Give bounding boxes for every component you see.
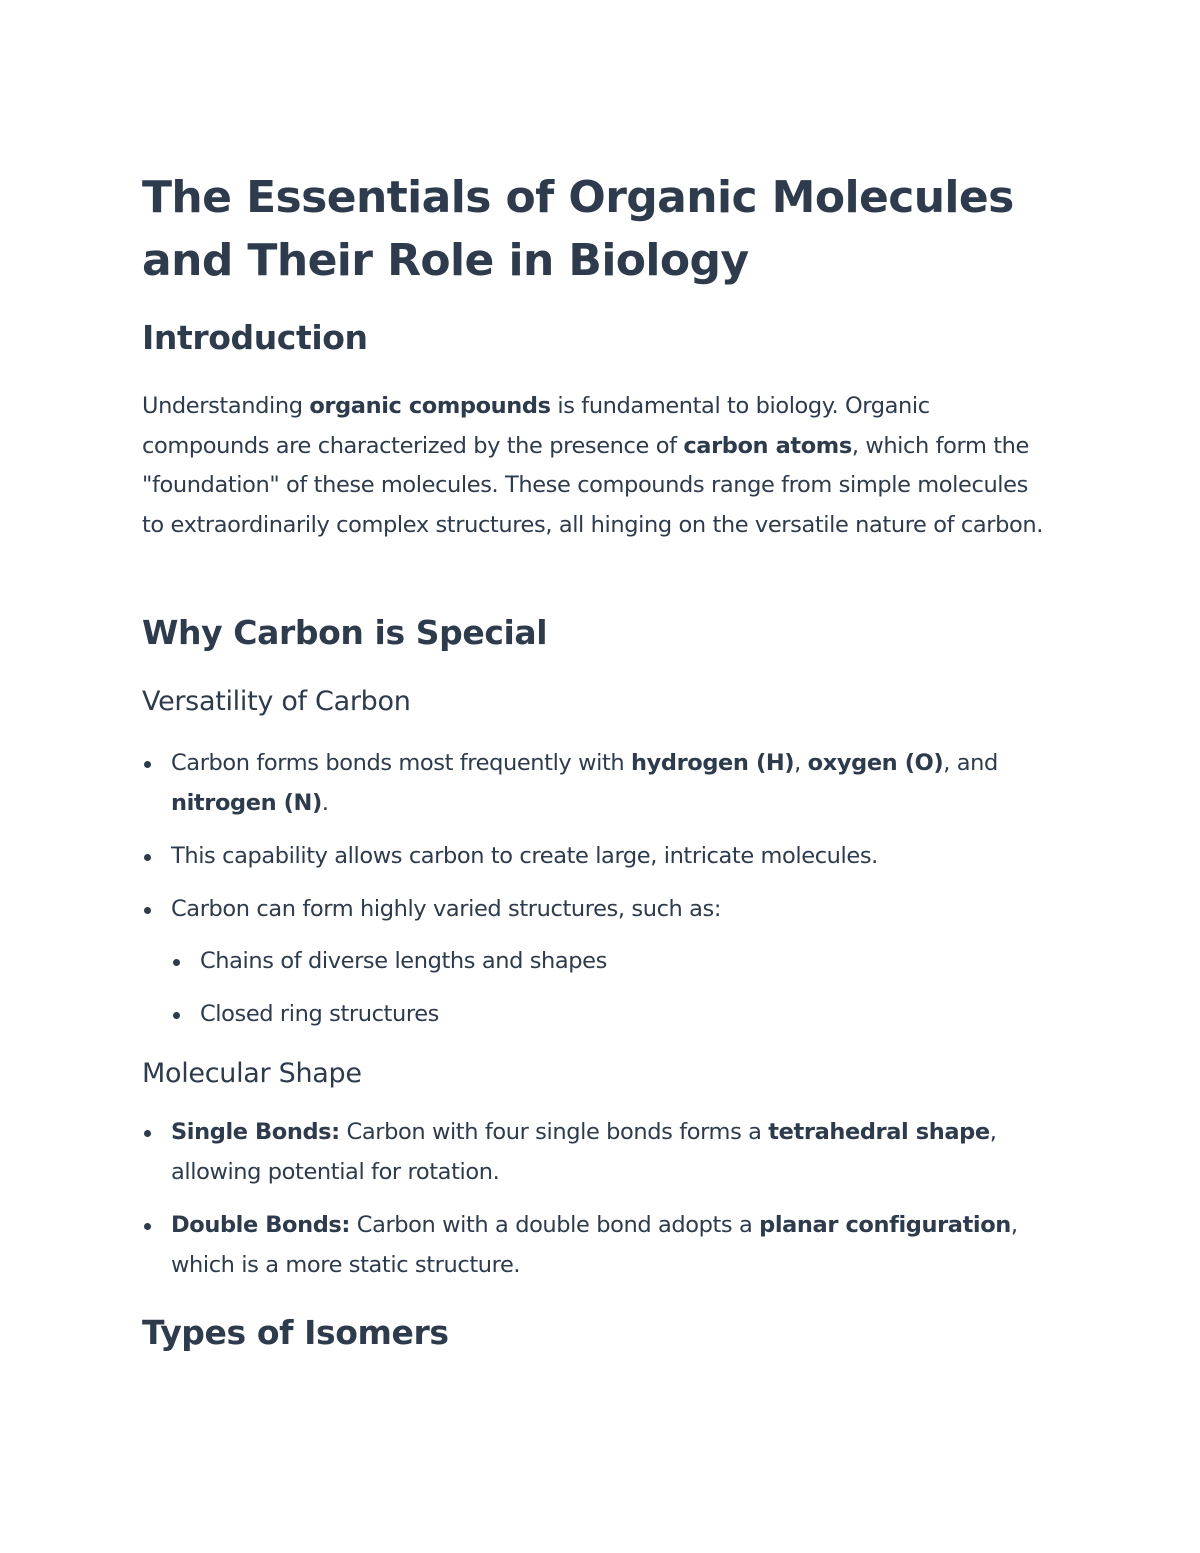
bold-term: nitrogen (N) [171,789,322,816]
text-span: , which form the "foundation" of these molecules. These compounds range from simple molecules to extraordinarily complex structures, all hinging on the versatile nature of carbon. [142,432,1043,538]
text-span: Carbon with a double bond adopts a [350,1212,760,1239]
bold-term: organic compounds [309,393,551,419]
list-item [142,890,1042,1035]
nested-list-item [171,942,1042,982]
text-span: This capability allows carbon to create large, intricate molecules. [171,843,878,870]
bold-term: tetrahedral shape [768,1119,990,1145]
list-item [142,1113,1042,1192]
shape-list [142,1113,1042,1285]
bold-term: Single Bonds: [171,1119,340,1145]
bold-term: planar configuration [759,1212,1011,1239]
text-span: Closed ring structures [200,1000,439,1027]
versatility-list [142,744,1042,1035]
bold-term: oxygen (O) [807,750,944,776]
text-span: Carbon can form highly varied structures, such as: [171,895,722,922]
text-span: . [321,789,329,816]
section-heading-why-carbon: Why Carbon is Special [142,613,548,652]
list-item [142,837,1042,877]
text-span: , allowing potential for rotation. [171,1119,997,1185]
nested-list [171,942,1042,1034]
list-item [142,1206,1042,1285]
subsection-heading-versatility: Versatility of Carbon [142,686,411,717]
text-span: , which is a more static structure. [171,1212,1018,1278]
text-span: Chains of diverse lengths and shapes [200,948,607,975]
document-title: The Essentials of Organic Molecules and Their Role in Biology [142,172,1014,286]
nested-list-item [171,995,1042,1035]
list-item [142,744,1042,823]
subsection-heading-molecular-shape: Molecular Shape [142,1058,362,1089]
section-heading-isomers: Types of Isomers [142,1313,449,1352]
text-span: Carbon with four single bonds forms a [339,1119,769,1145]
text-span: , [794,750,808,776]
text-span: , and [943,750,998,776]
intro-paragraph [142,387,1047,545]
text-span: Carbon forms bonds most frequently with [171,750,631,776]
bold-term: carbon atoms [683,432,852,459]
text-span: Understanding [142,393,310,419]
text-span: is fundamental to biology. Organic compounds are characterized by the presence of [142,393,930,459]
bold-term: hydrogen (H) [630,750,795,776]
bold-term: Double Bonds: [171,1212,350,1239]
section-heading-introduction: Introduction [142,318,368,357]
